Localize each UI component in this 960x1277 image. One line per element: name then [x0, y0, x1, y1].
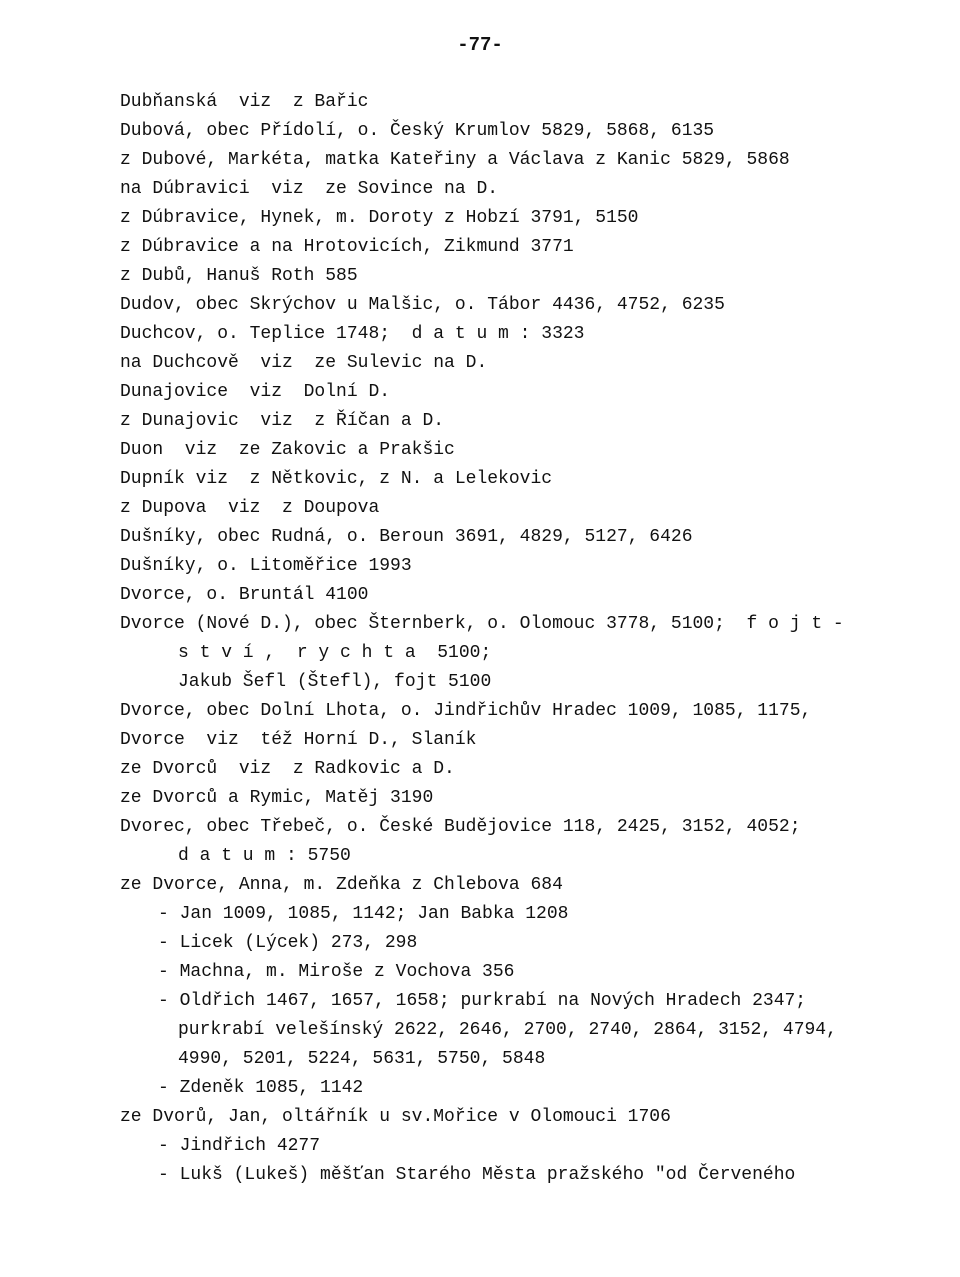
index-entry: Dunajovice viz Dolní D.	[120, 382, 391, 402]
index-entry: z Dúbravice, Hynek, m. Doroty z Hobzí 3791, 5150	[120, 208, 639, 228]
index-entry: ze Dvorců a Rymic, Matěj 3190	[120, 788, 434, 808]
index-entry: Dubňanská viz z Bařic	[120, 92, 369, 112]
index-subentry: - Jindřich 4277	[158, 1136, 321, 1156]
index-entry: Duon viz ze Zakovic a Prakšic	[120, 440, 455, 460]
index-entry: Dvorce, o. Bruntál 4100	[120, 585, 369, 605]
index-subentry: - Jan 1009, 1085, 1142; Jan Babka 1208	[158, 904, 569, 924]
index-subentry: - Machna, m. Miroše z Vochova 356	[158, 962, 515, 982]
index-subentry: s t v í , r y c h t a 5100;	[178, 643, 492, 663]
index-subentry: Jakub Šefl (Štefl), fojt 5100	[178, 672, 492, 692]
index-entry: z Dubové, Markéta, matka Kateřiny a Václava z Kanic 5829, 5868	[120, 150, 790, 170]
index-subentry: - Zdeněk 1085, 1142	[158, 1078, 364, 1098]
index-entry: ze Dvorců viz z Radkovic a D.	[120, 759, 455, 779]
index-entry: z Dupova viz z Doupova	[120, 498, 380, 518]
index-entry: z Dunajovic viz z Říčan a D.	[120, 411, 445, 431]
index-entry: Duchcov, o. Teplice 1748; d a t u m : 3323	[120, 324, 585, 344]
index-entry: Dušníky, obec Rudná, o. Beroun 3691, 4829, 5127, 6426	[120, 527, 693, 547]
index-entry: z Dúbravice a na Hrotovicích, Zikmund 3771	[120, 237, 574, 257]
index-entry: na Dúbravici viz ze Sovince na D.	[120, 179, 499, 199]
index-subentry: - Lukš (Lukeš) měšťan Starého Města pražského "od Červeného	[158, 1165, 796, 1185]
index-entry: Dvorce (Nové D.), obec Šternberk, o. Olomouc 3778, 5100; f o j t -	[120, 614, 844, 634]
index-subentry: - Licek (Lýcek) 273, 298	[158, 933, 418, 953]
index-entry: Dvorce, obec Dolní Lhota, o. Jindřichův Hradec 1009, 1085, 1175,	[120, 701, 812, 721]
index-subentry: - Oldřich 1467, 1657, 1658; purkrabí na Nových Hradech 2347;	[158, 991, 807, 1011]
index-entry: ze Dvorce, Anna, m. Zdeňka z Chlebova 684	[120, 875, 563, 895]
index-entry: Dudov, obec Skrýchov u Malšic, o. Tábor 4436, 4752, 6235	[120, 295, 725, 315]
index-entry: Dubová, obec Přídolí, o. Český Krumlov 5829, 5868, 6135	[120, 121, 715, 141]
index-entry: Dvorec, obec Třebeč, o. České Budějovice 118, 2425, 3152, 4052;	[120, 817, 801, 837]
index-subentry: purkrabí velešínský 2622, 2646, 2700, 2740, 2864, 3152, 4794,	[178, 1020, 837, 1040]
index-entries	[120, 88, 900, 1190]
index-entry: z Dubů, Hanuš Roth 585	[120, 266, 358, 286]
index-entry: na Duchcově viz ze Sulevic na D.	[120, 353, 488, 373]
index-entry: Dupník viz z Nětkovic, z N. a Lelekovic	[120, 469, 553, 489]
index-entry: Dvorce viz též Horní D., Slaník	[120, 730, 477, 750]
page-number: -77-	[457, 34, 503, 56]
index-subentry: 4990, 5201, 5224, 5631, 5750, 5848	[178, 1049, 546, 1069]
index-entry: Dušníky, o. Litoměřice 1993	[120, 556, 412, 576]
index-entry: ze Dvorů, Jan, oltářník u sv.Mořice v Olomouci 1706	[120, 1107, 671, 1127]
index-subentry: d a t u m : 5750	[178, 846, 351, 866]
